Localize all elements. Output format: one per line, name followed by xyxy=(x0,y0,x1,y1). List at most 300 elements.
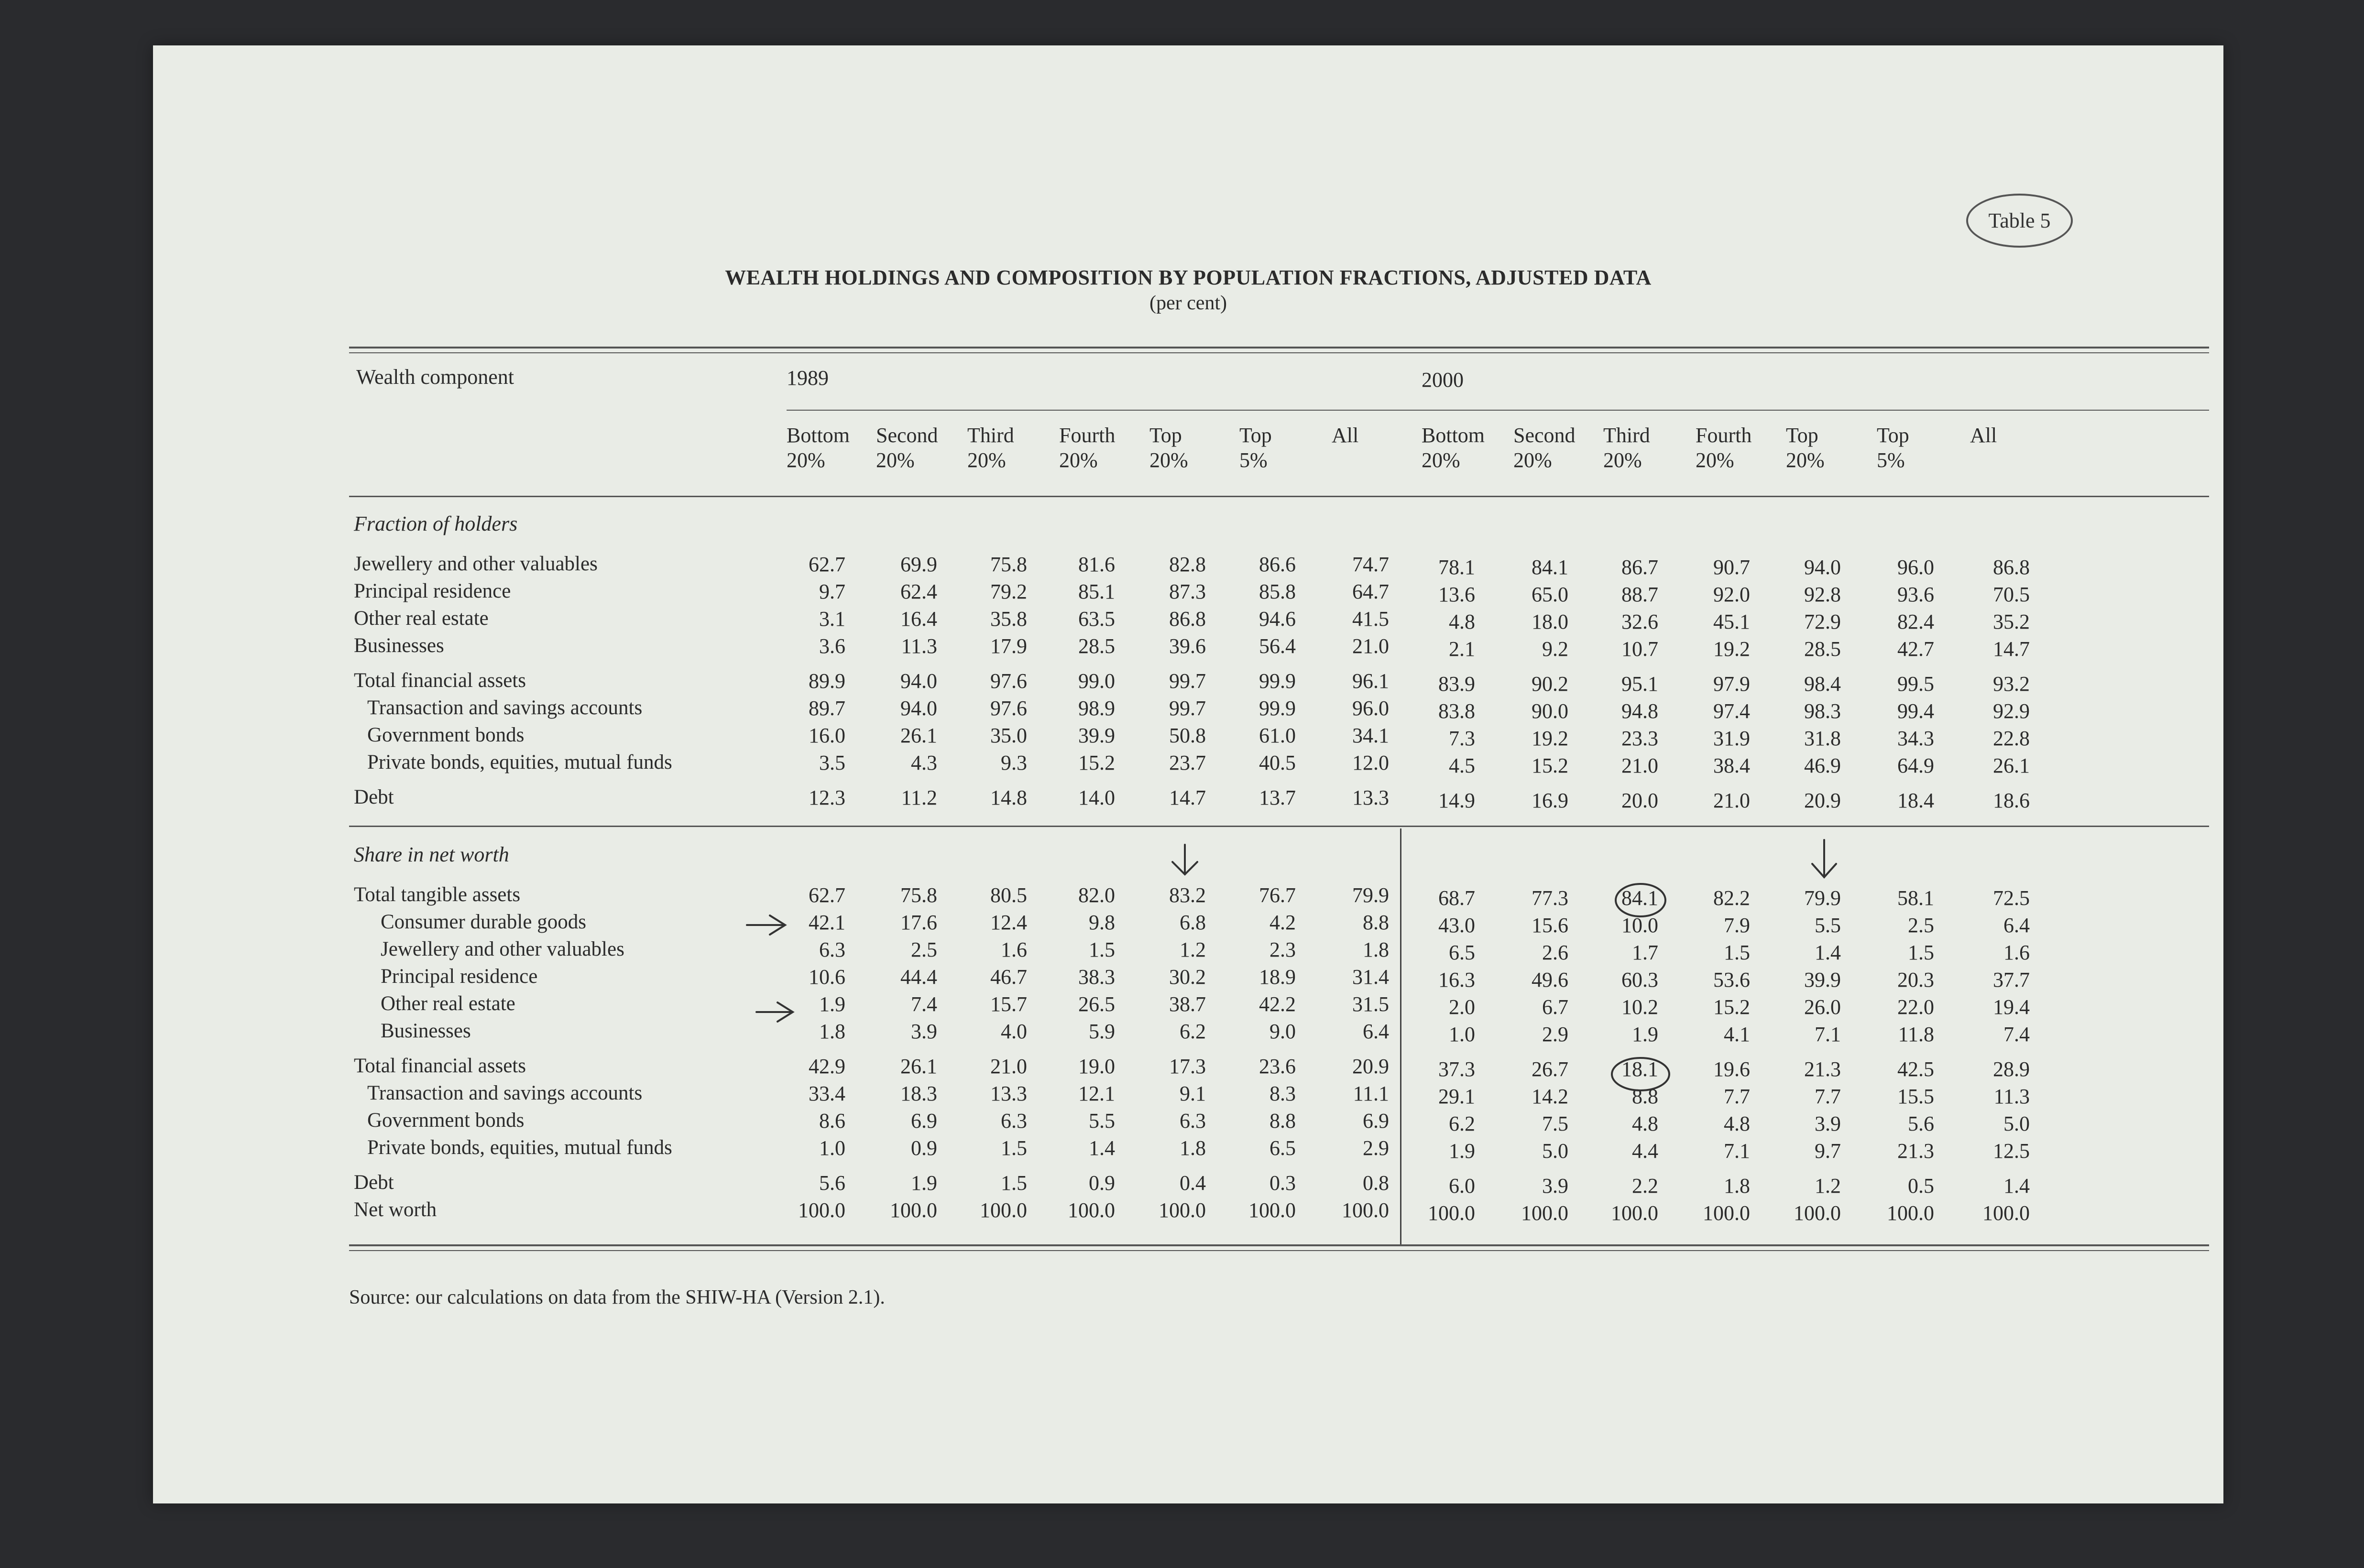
table-cell: 99.4 xyxy=(1897,699,1934,723)
table-cell: 1.9 xyxy=(911,1171,937,1195)
table-cell: 81.6 xyxy=(1078,553,1115,576)
table-cell: 11.3 xyxy=(901,634,937,658)
table-cell: 7.9 xyxy=(1724,914,1750,937)
table-cell: 87.3 xyxy=(1169,580,1206,603)
table-cell: 93.2 xyxy=(1993,672,2030,696)
table-cell: 0.9 xyxy=(1089,1171,1115,1195)
table-cell: 41.5 xyxy=(1352,607,1389,631)
table-cell: 6.2 xyxy=(1180,1020,1206,1043)
column-header-6-line-2: 5% xyxy=(1239,448,1268,472)
table-cell: 5.5 xyxy=(1089,1109,1115,1132)
table-cell: 44.4 xyxy=(900,965,937,989)
table-cell: 20.9 xyxy=(1804,789,1841,812)
table-cell: 8.6 xyxy=(819,1109,845,1132)
table-cell: 9.1 xyxy=(1180,1082,1206,1105)
table-cell: 10.0 xyxy=(1621,914,1658,937)
table-cell: 100.0 xyxy=(1428,1201,1475,1225)
column-header-3-line-1: Third xyxy=(967,424,1014,447)
table-cell: 1.5 xyxy=(1724,941,1750,964)
table-cell: 82.2 xyxy=(1713,886,1750,910)
table-cell: 94.0 xyxy=(900,669,937,693)
table-cell: 7.1 xyxy=(1815,1023,1841,1046)
column-header-11-line-2: 20% xyxy=(1696,448,1734,472)
paper-page xyxy=(153,45,2223,1503)
table-cell: 86.8 xyxy=(1169,607,1206,631)
row-label: Transaction and savings accounts xyxy=(367,1082,643,1104)
table-cell: 58.1 xyxy=(1897,886,1934,910)
table-cell: 21.3 xyxy=(1804,1057,1841,1081)
table-cell: 13.7 xyxy=(1259,786,1296,809)
table-cell: 6.9 xyxy=(911,1109,937,1132)
stub-header: Wealth component xyxy=(356,365,514,389)
table-cell: 31.4 xyxy=(1352,965,1389,989)
table-cell: 92.0 xyxy=(1713,583,1750,606)
table-cell: 4.0 xyxy=(1001,1020,1027,1043)
row-label: Government bonds xyxy=(367,1109,525,1132)
table-cell: 6.4 xyxy=(1363,1020,1389,1043)
table-cell: 98.9 xyxy=(1078,697,1115,720)
row-label: Other real estate xyxy=(381,992,515,1015)
table-cell: 11.8 xyxy=(1898,1023,1934,1046)
table-cell: 84.1 xyxy=(1621,886,1658,910)
table-cell: 90.2 xyxy=(1532,672,1568,696)
table-cell: 6.5 xyxy=(1449,941,1475,964)
table-cell: 46.7 xyxy=(990,965,1027,989)
column-header-9-line-1: Second xyxy=(1513,424,1576,447)
row-label: Total financial assets xyxy=(354,1055,526,1077)
row-label: Net worth xyxy=(354,1198,437,1221)
table-cell: 9.3 xyxy=(1001,751,1027,774)
column-header-11-line-1: Fourth xyxy=(1696,424,1752,447)
table-cell: 8.8 xyxy=(1632,1085,1658,1108)
column-header-8-line-1: Bottom xyxy=(1422,424,1485,447)
table-cell: 26.1 xyxy=(900,724,937,747)
right-arrow-realestate-icon xyxy=(756,1002,793,1022)
table-cell: 85.8 xyxy=(1259,580,1296,603)
table-cell: 28.5 xyxy=(1078,634,1115,658)
column-header-9-line-2: 20% xyxy=(1513,448,1552,472)
table-cell: 7.7 xyxy=(1724,1085,1750,1108)
section-title-1: Fraction of holders xyxy=(354,512,518,535)
table-cell: 1.2 xyxy=(1815,1174,1841,1198)
table-cell: 5.9 xyxy=(1089,1020,1115,1043)
table-cell: 6.4 xyxy=(2003,914,2030,937)
table-cell: 32.6 xyxy=(1621,610,1658,633)
table-cell: 1.8 xyxy=(1724,1174,1750,1198)
table-cell: 16.4 xyxy=(900,607,937,631)
column-header-3-line-2: 20% xyxy=(967,448,1006,472)
table-cell: 1.6 xyxy=(1001,938,1027,961)
table-cell: 15.2 xyxy=(1713,995,1750,1019)
column-header-4-line-2: 20% xyxy=(1059,448,1098,472)
table-cell: 14.2 xyxy=(1532,1085,1568,1108)
table-cell: 9.2 xyxy=(1542,637,1568,661)
table-cell: 14.7 xyxy=(1169,786,1206,809)
table-cell: 4.1 xyxy=(1724,1023,1750,1046)
table-cell: 86.6 xyxy=(1259,553,1296,576)
table-cell: 100.0 xyxy=(1794,1201,1841,1225)
table-cell: 86.8 xyxy=(1993,555,2030,579)
table-cell: 26.7 xyxy=(1532,1057,1568,1081)
table-cell: 13.3 xyxy=(990,1082,1027,1105)
table-cell: 94.8 xyxy=(1621,699,1658,723)
table-cell: 1.5 xyxy=(1001,1136,1027,1160)
table-cell: 19.2 xyxy=(1713,637,1750,661)
table-cell: 14.8 xyxy=(990,786,1027,809)
table-cell: 1.8 xyxy=(819,1020,845,1043)
table-cell: 12.1 xyxy=(1078,1082,1115,1105)
table-cell: 0.4 xyxy=(1180,1171,1206,1195)
table-cell: 18.9 xyxy=(1259,965,1296,989)
table-cell: 9.0 xyxy=(1270,1020,1296,1043)
table-cell: 100.0 xyxy=(1068,1198,1115,1222)
table-cell: 2.9 xyxy=(1363,1136,1389,1160)
table-cell: 33.4 xyxy=(809,1082,845,1105)
table-cell: 1.0 xyxy=(819,1136,845,1160)
table-cell: 74.7 xyxy=(1352,553,1389,576)
table-cell: 1.0 xyxy=(1449,1023,1475,1046)
row-label: Jewellery and other valuables xyxy=(354,553,598,575)
table-cell: 3.9 xyxy=(1815,1112,1841,1135)
table-cell: 0.9 xyxy=(911,1136,937,1160)
table-cell: 2.2 xyxy=(1632,1174,1658,1198)
row-label: Total tangible assets xyxy=(354,883,521,906)
table-cell: 3.1 xyxy=(819,607,845,631)
table-cell: 1.5 xyxy=(1089,938,1115,961)
table-cell: 9.8 xyxy=(1089,911,1115,934)
table-cell: 100.0 xyxy=(1887,1201,1934,1225)
table-cell: 4.5 xyxy=(1449,754,1475,777)
table-cell: 1.9 xyxy=(819,992,845,1016)
table-cell: 63.5 xyxy=(1078,607,1115,631)
table-cell: 11.1 xyxy=(1353,1082,1389,1105)
table-cell: 100.0 xyxy=(1611,1201,1658,1225)
row-label: Private bonds, equities, mutual funds xyxy=(367,751,672,773)
table-cell: 26.0 xyxy=(1804,995,1841,1019)
table-cell: 26.1 xyxy=(1993,754,2030,777)
column-header-12-line-1: Top xyxy=(1786,424,1818,447)
table-cell: 5.0 xyxy=(1542,1139,1568,1163)
table-cell: 43.0 xyxy=(1438,914,1475,937)
right-arrow-durables-icon xyxy=(747,915,785,935)
table-cell: 46.9 xyxy=(1804,754,1841,777)
table-cell: 20.9 xyxy=(1352,1055,1389,1078)
table-cell: 20.0 xyxy=(1621,789,1658,812)
table-cell: 16.3 xyxy=(1438,968,1475,991)
table-cell: 4.2 xyxy=(1270,911,1296,934)
table-cell: 39.6 xyxy=(1169,634,1206,658)
year-1989: 1989 xyxy=(787,366,829,390)
year-2000: 2000 xyxy=(1422,368,1464,392)
table-cell: 2.1 xyxy=(1449,637,1475,661)
table-cell: 89.7 xyxy=(809,697,845,720)
table-cell: 5.6 xyxy=(819,1171,845,1195)
row-label: Principal residence xyxy=(354,580,511,602)
table-cell: 18.4 xyxy=(1897,789,1934,812)
table-cell: 38.3 xyxy=(1078,965,1115,989)
table-cell: 61.0 xyxy=(1259,724,1296,747)
table-cell: 21.0 xyxy=(1621,754,1658,777)
table-cell: 92.9 xyxy=(1993,699,2030,723)
table-cell: 12.3 xyxy=(809,786,845,809)
table-cell: 1.4 xyxy=(1815,941,1841,964)
table-cell: 94.6 xyxy=(1259,607,1296,631)
table-cell: 98.4 xyxy=(1804,672,1841,696)
table-cell: 14.7 xyxy=(1993,637,2030,661)
table-cell: 2.9 xyxy=(1542,1023,1568,1046)
table-cell: 75.8 xyxy=(990,553,1027,576)
table-cell: 100.0 xyxy=(1703,1201,1750,1225)
table-cell: 14.0 xyxy=(1078,786,1115,809)
table-title: WEALTH HOLDINGS AND COMPOSITION BY POPULATION FRACTIONS, ADJUSTED DATA xyxy=(725,266,1652,289)
down-arrow-2000-icon xyxy=(1812,840,1836,877)
table-cell: 100.0 xyxy=(980,1198,1027,1222)
table-cell: 49.6 xyxy=(1532,968,1568,991)
table-cell: 1.8 xyxy=(1180,1136,1206,1160)
table-cell: 19.6 xyxy=(1713,1057,1750,1081)
circle-mark-84-icon xyxy=(1616,884,1665,916)
table-cell: 1.2 xyxy=(1180,938,1206,961)
table-cell: 1.4 xyxy=(2003,1174,2030,1198)
row-label: Private bonds, equities, mutual funds xyxy=(367,1136,672,1159)
table-cell: 65.0 xyxy=(1532,583,1568,606)
table-cell: 56.4 xyxy=(1259,634,1296,658)
table-cell: 31.8 xyxy=(1804,727,1841,750)
table-cell: 83.9 xyxy=(1438,672,1475,696)
table-cell: 4.3 xyxy=(911,751,937,774)
table-cell: 12.5 xyxy=(1993,1139,2030,1163)
table-cell: 2.3 xyxy=(1270,938,1296,961)
table-cell: 86.7 xyxy=(1621,555,1658,579)
table-cell: 100.0 xyxy=(798,1198,845,1222)
table-cell: 82.0 xyxy=(1078,883,1115,907)
table-cell: 0.8 xyxy=(1363,1171,1389,1195)
table-cell: 60.3 xyxy=(1621,968,1658,991)
table-cell: 72.9 xyxy=(1804,610,1841,633)
table-cell: 15.7 xyxy=(990,992,1027,1016)
table-cell: 5.6 xyxy=(1908,1112,1934,1135)
table-cell: 93.6 xyxy=(1897,583,1934,606)
table-cell: 8.8 xyxy=(1270,1109,1296,1132)
table-cell: 20.3 xyxy=(1897,968,1934,991)
table-cell: 9.7 xyxy=(819,580,845,603)
table-cell: 6.0 xyxy=(1449,1174,1475,1198)
table-cell: 10.6 xyxy=(809,965,845,989)
table-cell: 19.4 xyxy=(1993,995,2030,1019)
table-cell: 42.5 xyxy=(1897,1057,1934,1081)
table-cell: 17.9 xyxy=(990,634,1027,658)
table-cell: 7.7 xyxy=(1815,1085,1841,1108)
table-cell: 1.9 xyxy=(1449,1139,1475,1163)
table-cell: 30.2 xyxy=(1169,965,1206,989)
table-cell: 80.5 xyxy=(990,883,1027,907)
table-cell: 6.7 xyxy=(1542,995,1568,1019)
table-cell: 2.6 xyxy=(1542,941,1568,964)
table-cell: 62.7 xyxy=(809,883,845,907)
row-label: Total financial assets xyxy=(354,669,526,692)
table-cell: 6.3 xyxy=(1180,1109,1206,1132)
table-cell: 19.2 xyxy=(1532,727,1568,750)
column-header-10-line-2: 20% xyxy=(1603,448,1642,472)
table-cell: 10.2 xyxy=(1621,995,1658,1019)
table-cell: 31.9 xyxy=(1713,727,1750,750)
column-header-13-line-1: Top xyxy=(1877,424,1909,447)
table-cell: 3.6 xyxy=(819,634,845,658)
table-cell: 31.5 xyxy=(1352,992,1389,1016)
table-cell: 21.0 xyxy=(1352,634,1389,658)
table-cell: 99.9 xyxy=(1259,669,1296,693)
table-cell: 99.0 xyxy=(1078,669,1115,693)
table-cell: 2.5 xyxy=(1908,914,1934,937)
table-cell: 22.8 xyxy=(1993,727,2030,750)
table-cell: 6.3 xyxy=(1001,1109,1027,1132)
table-cell: 4.8 xyxy=(1724,1112,1750,1135)
column-header-8-line-2: 20% xyxy=(1422,448,1460,472)
row-label: Other real estate xyxy=(354,607,489,630)
column-header-2-line-2: 20% xyxy=(876,448,915,472)
down-arrow-1989-icon xyxy=(1172,845,1197,874)
table-cell: 39.9 xyxy=(1804,968,1841,991)
table-cell: 19.0 xyxy=(1078,1055,1115,1078)
table-cell: 99.7 xyxy=(1169,697,1206,720)
table-cell: 22.0 xyxy=(1897,995,1934,1019)
table-cell: 82.8 xyxy=(1169,553,1206,576)
row-label: Businesses xyxy=(381,1020,471,1042)
table-cell: 1.7 xyxy=(1632,941,1658,964)
table-cell: 98.3 xyxy=(1804,699,1841,723)
table-cell: 3.5 xyxy=(819,751,845,774)
table-cell: 99.9 xyxy=(1259,697,1296,720)
column-header-5-line-2: 20% xyxy=(1149,448,1188,472)
table-cell: 28.5 xyxy=(1804,637,1841,661)
table-cell: 23.7 xyxy=(1169,751,1206,774)
table-cell: 14.9 xyxy=(1438,789,1475,812)
row-label: Transaction and savings accounts xyxy=(367,697,643,719)
table-cell: 10.7 xyxy=(1621,637,1658,661)
table-cell: 100.0 xyxy=(890,1198,937,1222)
table-cell: 7.3 xyxy=(1449,727,1475,750)
table-cell: 6.2 xyxy=(1449,1112,1475,1135)
table-cell: 18.0 xyxy=(1532,610,1568,633)
table-cell: 100.0 xyxy=(1248,1198,1296,1222)
row-label: Jewellery and other valuables xyxy=(381,938,624,960)
column-header-12-line-2: 20% xyxy=(1786,448,1825,472)
column-header-1-line-2: 20% xyxy=(787,448,825,472)
table-cell: 37.3 xyxy=(1438,1057,1475,1081)
table-cell: 88.7 xyxy=(1621,583,1658,606)
table-cell: 8.8 xyxy=(1363,911,1389,934)
table-cell: 95.1 xyxy=(1621,672,1658,696)
table-cell: 15.6 xyxy=(1532,914,1568,937)
column-header-2-line-1: Second xyxy=(876,424,938,447)
table-cell: 26.1 xyxy=(900,1055,937,1078)
table-cell: 96.0 xyxy=(1897,555,1934,579)
table-cell: 83.2 xyxy=(1169,883,1206,907)
table-cell: 29.1 xyxy=(1438,1085,1475,1108)
table-cell: 28.9 xyxy=(1993,1057,2030,1081)
table-cell: 97.6 xyxy=(990,669,1027,693)
table-cell: 7.4 xyxy=(2003,1023,2030,1046)
table-cell: 15.5 xyxy=(1897,1085,1934,1108)
column-header-7-line-1: All xyxy=(1332,424,1359,447)
column-header-13-line-2: 5% xyxy=(1877,448,1905,472)
table-cell: 99.5 xyxy=(1897,672,1934,696)
table-cell: 3.9 xyxy=(911,1020,937,1043)
table-cell: 18.6 xyxy=(1993,789,2030,812)
table-cell: 38.7 xyxy=(1169,992,1206,1016)
table-cell: 11.2 xyxy=(901,786,937,809)
section-title-2: Share in net worth xyxy=(354,843,509,866)
table-cell: 50.8 xyxy=(1169,724,1206,747)
table-cell: 39.9 xyxy=(1078,724,1115,747)
table-cell: 5.0 xyxy=(2003,1112,2030,1135)
circle-mark-18-icon xyxy=(1612,1058,1669,1090)
table-cell: 42.2 xyxy=(1259,992,1296,1016)
table-cell: 90.0 xyxy=(1532,699,1568,723)
table-cell: 6.5 xyxy=(1270,1136,1296,1160)
column-header-1-line-1: Bottom xyxy=(787,424,850,447)
table-cell: 16.0 xyxy=(809,724,845,747)
table-cell: 82.4 xyxy=(1897,610,1934,633)
table-cell: 21.0 xyxy=(990,1055,1027,1078)
table-cell: 15.2 xyxy=(1078,751,1115,774)
table-cell: 7.1 xyxy=(1724,1139,1750,1163)
column-header-10-line-1: Third xyxy=(1603,424,1650,447)
table-cell: 1.5 xyxy=(1001,1171,1027,1195)
table-cell: 64.9 xyxy=(1897,754,1934,777)
column-header-14-line-1: All xyxy=(1970,424,1997,447)
table-cell: 35.0 xyxy=(990,724,1027,747)
table-cell: 23.6 xyxy=(1259,1055,1296,1078)
table-cell: 45.1 xyxy=(1713,610,1750,633)
table-cell: 9.7 xyxy=(1815,1139,1841,1163)
table-cell: 99.7 xyxy=(1169,669,1206,693)
table-cell: 72.5 xyxy=(1993,886,2030,910)
table-cell: 84.1 xyxy=(1532,555,1568,579)
table-cell: 34.1 xyxy=(1352,724,1389,747)
table-cell: 11.3 xyxy=(1993,1085,2030,1108)
table-cell: 18.1 xyxy=(1621,1057,1658,1081)
table-cell: 1.6 xyxy=(2003,941,2030,964)
table-cell: 64.7 xyxy=(1352,580,1389,603)
table-cell: 23.3 xyxy=(1621,727,1658,750)
table-cell: 12.4 xyxy=(990,911,1027,934)
table-cell: 94.0 xyxy=(1804,555,1841,579)
table-cell: 0.5 xyxy=(1908,1174,1934,1198)
column-header-5-line-1: Top xyxy=(1149,424,1182,447)
table-cell: 8.3 xyxy=(1270,1082,1296,1105)
row-label: Principal residence xyxy=(381,965,538,988)
table-cell: 62.4 xyxy=(900,580,937,603)
table-cell: 97.4 xyxy=(1713,699,1750,723)
table-cell: 75.8 xyxy=(900,883,937,907)
table-cell: 100.0 xyxy=(1159,1198,1206,1222)
column-header-4-line-1: Fourth xyxy=(1059,424,1116,447)
table-cell: 96.1 xyxy=(1352,669,1389,693)
table-cell: 42.9 xyxy=(809,1055,845,1078)
table-cell: 100.0 xyxy=(1982,1201,2030,1225)
table-cell: 100.0 xyxy=(1521,1201,1568,1225)
table-cell: 6.9 xyxy=(1363,1109,1389,1132)
table-cell: 35.8 xyxy=(990,607,1027,631)
table-cell: 92.8 xyxy=(1804,583,1841,606)
row-label: Debt xyxy=(354,786,394,808)
table-cell: 26.5 xyxy=(1078,992,1115,1016)
table-cell: 89.9 xyxy=(809,669,845,693)
table-cell: 53.6 xyxy=(1713,968,1750,991)
table-cell: 17.3 xyxy=(1169,1055,1206,1078)
table-cell: 5.5 xyxy=(1815,914,1841,937)
